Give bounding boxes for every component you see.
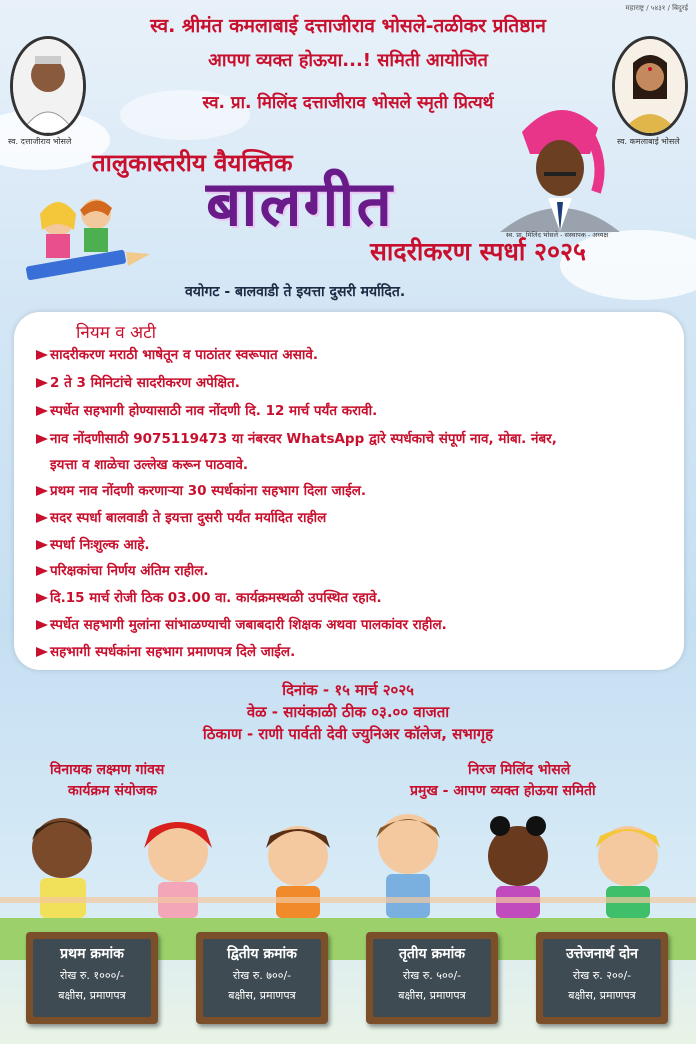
rule-item: दि.15 मार्च रोजी ठिक 03.00 वा. कार्यक्रमस्थळी उपस्थित रहावे. bbox=[50, 590, 382, 606]
bullet-arrow-icon bbox=[36, 434, 48, 444]
rule-item: स्पर्धेत सहभागी मुलांना सांभाळण्याची जबाबदारी शिक्षक अथवा पालकांवर राहील. bbox=[50, 617, 447, 633]
rule-item: परिक्षकांचा निर्णय अंतिम राहील. bbox=[50, 563, 209, 579]
rules-panel bbox=[14, 312, 684, 670]
bullet-arrow-icon bbox=[36, 647, 48, 657]
bullet-arrow-icon bbox=[36, 620, 48, 630]
rule-item: सदर स्पर्धा बालवाडी ते इयत्ता दुसरी पर्यंत मर्यादित राहील bbox=[50, 510, 327, 526]
prize-extra: बक्षीस, प्रमाणपत्र bbox=[398, 989, 466, 1002]
prize-rank: द्वितीय क्रमांक bbox=[227, 946, 297, 962]
prize-board-consolation bbox=[536, 932, 668, 1024]
corner-note: महाराष्ट्र / ५४३१ / बिदुरई bbox=[625, 4, 688, 12]
prize-rank: तृतीय क्रमांक bbox=[398, 946, 466, 962]
bullet-arrow-icon bbox=[36, 593, 48, 603]
memorial-line: स्व. प्रा. मिलिंद दत्ताजीराव भोसले स्मृती प्रित्यर्थ bbox=[202, 93, 494, 113]
portrait-left bbox=[10, 36, 86, 136]
rule-item: स्पर्धेत सहभागी होण्यासाठी नाव नोंदणी दि. 12 मार्च पर्यंत करावी. bbox=[50, 403, 378, 419]
organization-name: स्व. श्रीमंत कमलाबाई दत्ताजीराव भोसले-तळीकर प्रतिष्ठान bbox=[150, 15, 546, 37]
age-group: वयोगट - बालवाडी ते इयत्ता दुसरी मर्यादित. bbox=[185, 284, 406, 300]
event-time: वेळ - सायंकाळी ठीक ०३.०० वाजता bbox=[246, 703, 450, 721]
main-title: बालगीत bbox=[206, 167, 394, 240]
rule-item-continued: इयत्ता व शाळेचा उल्लेख करून पाठवावे. bbox=[50, 457, 248, 473]
portrait-center-caption: स्व. प्रा. मिलिंद भोसले - संस्थापक - अध्यक्ष bbox=[506, 231, 609, 239]
coordinator-role: कार्यक्रम संयोजक bbox=[68, 783, 157, 799]
prize-board-first bbox=[26, 932, 158, 1024]
bullet-arrow-icon bbox=[36, 566, 48, 576]
rule-item: प्रथम नाव नोंदणी करणाऱ्या 30 स्पर्धकांना सहभाग दिला जाईल. bbox=[50, 483, 367, 499]
bullet-arrow-icon bbox=[36, 378, 48, 388]
prize-board-third bbox=[366, 932, 498, 1024]
portrait-right-caption: स्व. कमलाबाई भोसले bbox=[617, 137, 680, 146]
prize-amount: रोख रु. ५००/- bbox=[402, 969, 462, 982]
prize-board-second bbox=[196, 932, 328, 1024]
prize-extra: बक्षीस, प्रमाणपत्र bbox=[568, 989, 636, 1002]
rule-item: नाव नोंदणीसाठी 9075119473 या नंबरवर WhatsApp द्वारे स्पर्धकाचे संपूर्ण नाव, मोबा. नंबर, bbox=[50, 431, 557, 447]
bullet-arrow-icon bbox=[36, 513, 48, 523]
rules-heading: नियम व अटी bbox=[76, 323, 157, 343]
prize-amount: रोख रु. ७००/- bbox=[232, 969, 292, 982]
organizer-committee: आपण व्यक्त होऊया...! समिती आयोजित bbox=[208, 50, 488, 71]
chief-role: प्रमुख - आपण व्यक्त होऊया समिती bbox=[410, 783, 596, 799]
prize-extra: बक्षीस, प्रमाणपत्र bbox=[58, 989, 126, 1002]
event-date: दिनांक - १५ मार्च २०२५ bbox=[282, 681, 414, 699]
rule-item: सादरीकरण मराठी भाषेतून व पाठांतर स्वरूपात असावे. bbox=[50, 347, 318, 363]
rule-item: स्पर्धा निःशुल्क आहे. bbox=[50, 537, 150, 553]
subtitle: सादरीकरण स्पर्धा २०२५ bbox=[370, 237, 587, 266]
event-venue: ठिकाण - राणी पार्वती देवी ज्युनिअर कॉलेज, सभागृह bbox=[202, 725, 494, 743]
coordinator-name: विनायक लक्ष्मण गांवस bbox=[50, 762, 165, 778]
prize-rank: प्रथम क्रमांक bbox=[60, 946, 124, 962]
portrait-left-caption: स्व. दत्ताजीराव भोसले bbox=[8, 137, 72, 146]
bullet-arrow-icon bbox=[36, 486, 48, 496]
prize-extra: बक्षीस, प्रमाणपत्र bbox=[228, 989, 296, 1002]
rule-item: सहभागी स्पर्धकांना सहभाग प्रमाणपत्र दिले जाईल. bbox=[50, 644, 296, 660]
bullet-arrow-icon bbox=[36, 350, 48, 360]
bullet-arrow-icon bbox=[36, 540, 48, 550]
title-prefix: तालुकास्तरीय वैयक्तिक bbox=[92, 149, 293, 177]
kids-on-pencil-illustration bbox=[18, 190, 158, 290]
prize-amount: रोख रु. २००/- bbox=[572, 969, 632, 982]
portrait-right bbox=[612, 36, 688, 136]
prize-amount: रोख रु. १०००/- bbox=[60, 969, 124, 982]
portrait-center bbox=[500, 92, 620, 232]
rule-item: 2 ते 3 मिनिटांचे सादरीकरण अपेक्षित. bbox=[50, 375, 240, 391]
chief-name: निरज मिलिंद भोसले bbox=[468, 762, 571, 778]
prize-rank: उत्तेजनार्थ दोन bbox=[566, 946, 638, 962]
bullet-arrow-icon bbox=[36, 406, 48, 416]
